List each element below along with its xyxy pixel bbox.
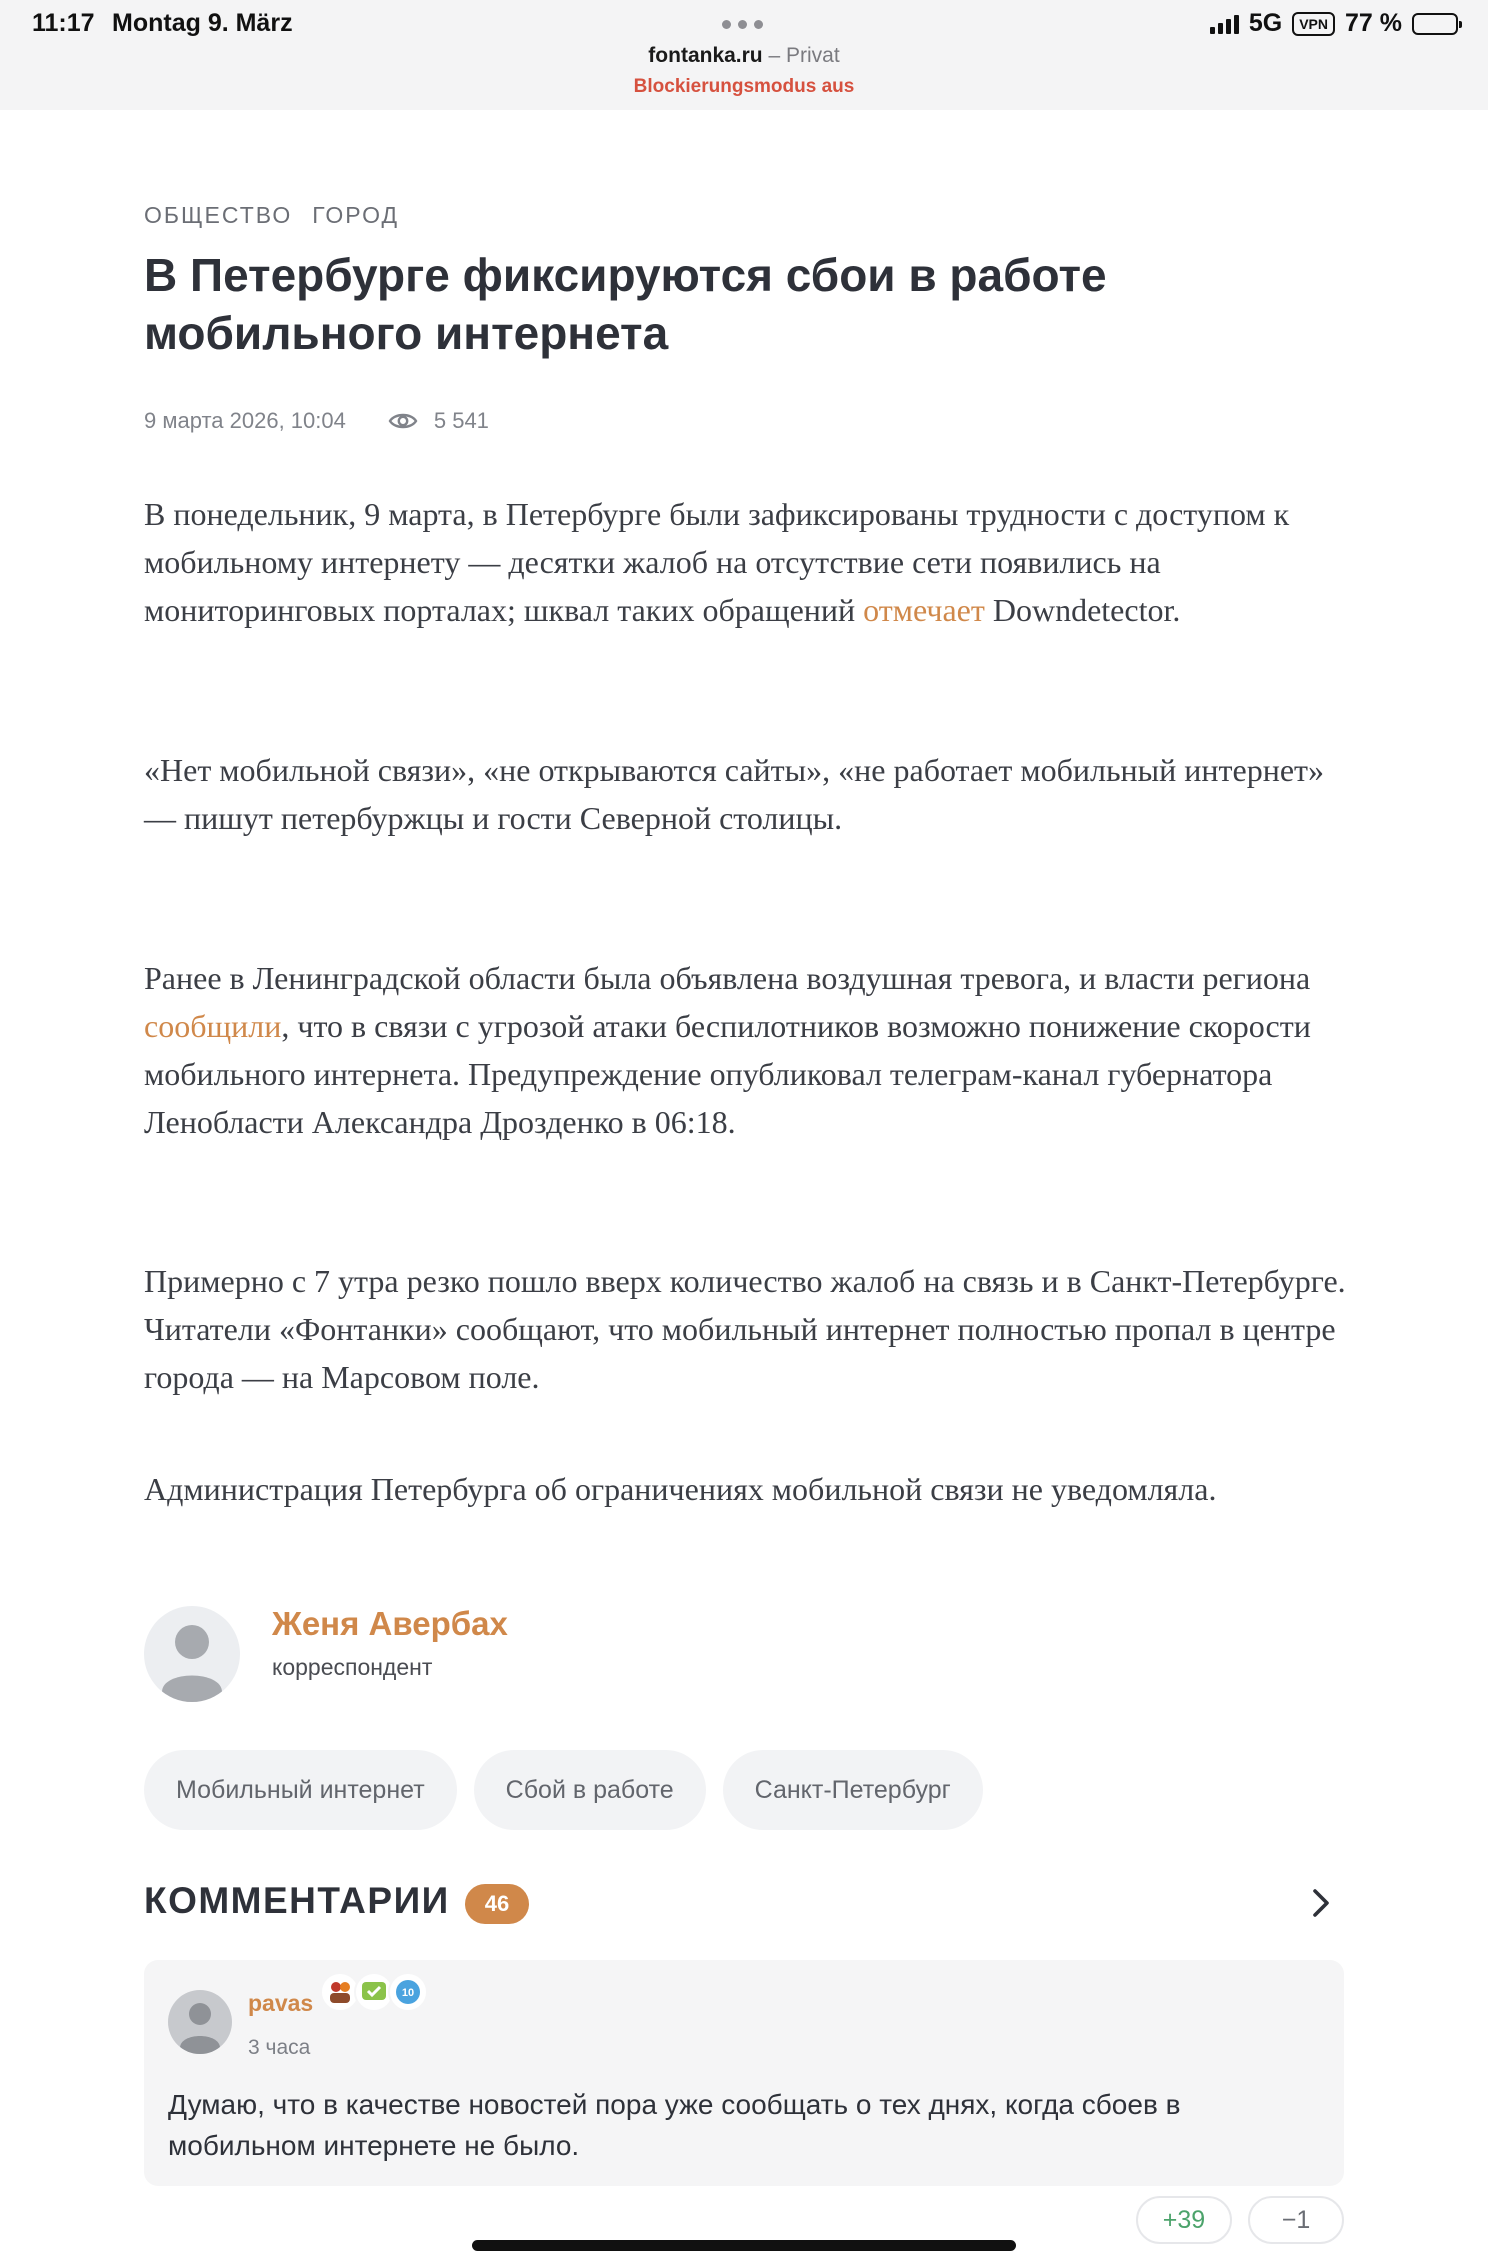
status-time: 11:17 <box>32 9 95 37</box>
article-title: В Петербурге фиксируются сбои в работе мобильного интернета <box>144 249 1107 359</box>
home-indicator[interactable] <box>472 2240 1016 2251</box>
article-tags <box>144 1750 983 1830</box>
battery-percent: 77 % <box>1345 9 1402 37</box>
paragraph-text: , что в связи с угрозой атаки беспилотников возможно понижение скорости мобильного интернета. Предупреждение опубликовал телеграм-канал губернатора Ленобласти Александра Дрозденко в 06:18. <box>144 1008 1311 1140</box>
user-placeholder-icon <box>168 1990 232 2054</box>
comment-time: 3 часа <box>248 2036 311 2059</box>
comment-text: Думаю, что в качестве новостей пора уже сообщать о тех днях, когда сбоев в мобильном интернете не было. <box>168 2089 1181 2161</box>
downvote-button[interactable]: −1 <box>1248 2196 1344 2244</box>
status-date: Montag 9. März <box>112 9 293 37</box>
view-count: 5 541 <box>433 408 489 433</box>
article-paragraph-2: «Нет мобильной связи», «не открываются сайты», «не работает мобильный интернет» — пишут петербуржцы и гости Северной столицы. <box>144 752 1325 836</box>
cellular-signal-icon <box>1210 14 1239 34</box>
author-role: корреспондент <box>272 1654 433 1680</box>
battery-icon <box>1412 13 1458 35</box>
publish-date: 9 марта 2026, 10:04 <box>144 408 346 433</box>
rubric-city[interactable]: ГОРОД <box>312 202 400 228</box>
eye-icon <box>388 411 418 431</box>
user-placeholder-icon <box>144 1606 240 1702</box>
paragraph-text: В понедельник, 9 марта, в Петербурге были зафиксированы трудности с доступом к мобильному интернету — десятки жалоб на отсутствие сети появились на мониторинговых порталах; шквал таких обращений <box>144 496 1290 628</box>
network-type: 5G <box>1248 9 1283 37</box>
link-soobshchili[interactable]: сообщили <box>144 1008 282 1044</box>
commenter-name[interactable]: pavas <box>248 1990 314 2016</box>
article-paragraph-1 <box>144 490 1354 634</box>
commenter-avatar[interactable] <box>168 1990 232 2054</box>
level-badge-icon <box>388 1972 428 2012</box>
comments-heading[interactable]: КОММЕНТАРИИ <box>144 1880 450 1921</box>
chevron-right-icon[interactable] <box>1308 1886 1334 1920</box>
private-mode-label: – Privat <box>768 44 840 67</box>
address-bar[interactable] <box>0 44 1488 68</box>
article-rubrics <box>144 202 399 229</box>
vpn-badge: VPN <box>1292 12 1335 36</box>
commenter-badges <box>320 1972 422 2012</box>
author-name[interactable]: Женя Авербах <box>272 1605 508 1642</box>
upvote-button[interactable]: +39 <box>1136 2196 1232 2244</box>
author-avatar[interactable] <box>144 1606 240 1702</box>
article-meta <box>144 408 489 434</box>
multitasking-dots-icon[interactable] <box>722 20 763 29</box>
paragraph-text: Ранее в Ленинградской области была объявлена воздушная тревога, и власти региона <box>144 960 1311 996</box>
paragraph-text: Downdetector. <box>984 592 1181 628</box>
comments-count-badge: 46 <box>465 1884 529 1924</box>
tag-outage[interactable]: Сбой в работе <box>474 1750 706 1830</box>
url-host: fontanka.ru <box>648 44 763 67</box>
tag-saint-petersburg[interactable]: Санкт-Петербург <box>723 1750 983 1830</box>
blocking-mode-status[interactable]: Blockierungsmodus aus <box>633 76 855 97</box>
link-otmechaet[interactable]: отмечает <box>863 592 985 628</box>
badge-level-text: 10 <box>401 1987 415 1999</box>
tag-mobile-internet[interactable]: Мобильный интернет <box>144 1750 457 1830</box>
article-paragraph-4: Примерно с 7 утра резко пошло вверх количество жалоб на связь и в Санкт-Петербурге. Читатели «Фонтанки» сообщают, что мобильный интернет полностью пропал в центре города — на Марсовом поле. <box>144 1263 1346 1395</box>
status-indicators <box>1210 9 1458 38</box>
browser-status-bar <box>0 0 1488 110</box>
article-paragraph-3 <box>144 954 1354 1146</box>
rubric-society[interactable]: ОБЩЕСТВО <box>144 202 293 228</box>
article-paragraph-5: Администрация Петербурга об ограничениях мобильной связи не уведомляла. <box>144 1471 1217 1507</box>
comment-card <box>144 1960 1344 2186</box>
